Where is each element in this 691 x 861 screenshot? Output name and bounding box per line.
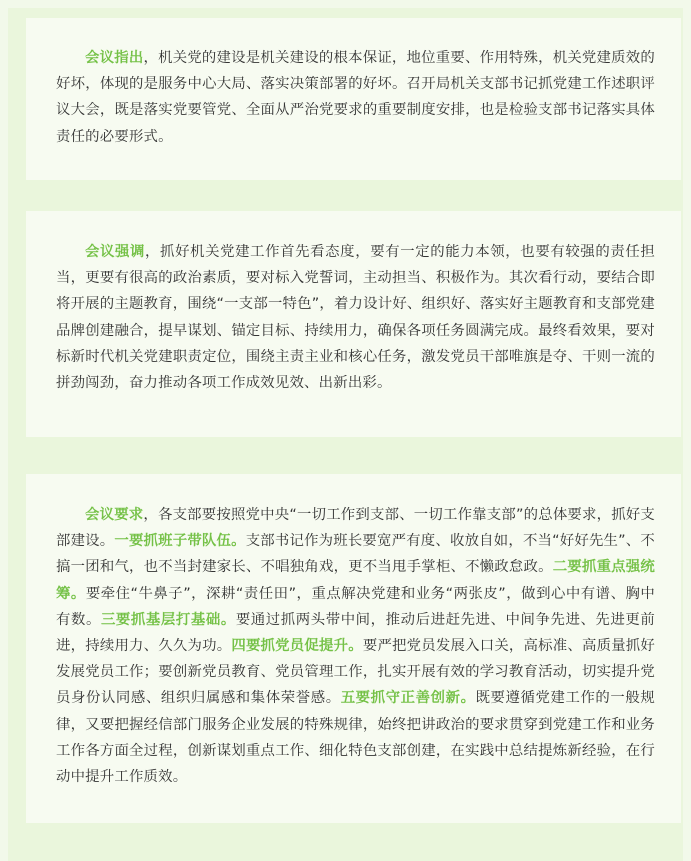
point-title-1: 一要抓班子带队伍。 [114,533,246,550]
point-text-1: 支部书记作为班长要宽严有度、收放自如，不当“好好先生”、不搞一团和气，也不当封建家长、不唱独角戏，更不当甩手掌柜、不懒政怠政。 [56,533,655,576]
page-background [8,8,683,861]
section-heading: 会议强调 [85,244,146,260]
paragraph-text: ，抓好机关党建工作首先看态度，要有一定的能力本领，也要有较强的责任担当，更要有很高的政治素质，要对标入党誓词，主动担当、积极作为。其次看行动，要结合即将开展的主题教育，围绕“一支部一特色”，着力设计好、组织好、落实好主题教育和支部党建品牌创建融合，提早谋划、锚定目标、持续用力，确保各项任务圆满完成。最终看效果，要对标新时代机关党建职责定位，围绕主责主业和核心任务，激发党员干部唯旗是夺、干则一流的拼劲闯劲，奋力推动各项工作成效见效、出新出彩。 [56,244,655,392]
section-heading: 会议指出 [85,50,144,66]
section-meeting-pointed-out [26,18,681,180]
point-title-2: 二要抓重点强统筹。 [56,559,655,602]
section-heading: 会议要求 [85,507,144,523]
section-meeting-emphasized [26,211,681,437]
point-title-5: 五要抓守正善创新。 [340,690,476,707]
section-meeting-required [26,474,681,823]
paragraph [56,502,655,790]
paragraph [56,239,655,396]
point-text-5: 既要遵循党建工作的一般规律，又要把握经信部门服务企业发展的特殊规律，始终把讲政治的要求贯穿到党建工作和业务工作各方面全过程，创新谋划重点工作、细化特色支部创建，在实践中总结提炼新经验，在行动中提升工作质效。 [56,690,655,786]
point-title-3: 三要抓基层打基础。 [100,611,236,628]
paragraph-text: ，机关党的建设是机关建设的根本保证，地位重要、作用特殊，机关党建质效的好坏，体现的是服务中心大局、落实决策部署的好坏。召开局机关支部书记抓党建工作述职评议大会，既是落实党要管党、全面从严治党要求的重要制度安排，也是检验支部书记落实具体责任的必要形式。 [56,50,655,145]
paragraph [56,45,655,150]
point-title-4: 四要抓党员促提升。 [231,638,363,655]
paragraph-intro: ，各支部要按照党中央“一切工作到支部、一切工作靠支部”的总体要求，抓好支部建设。 [56,507,655,550]
point-text-4: 要严把党员发展入口关，高标准、高质量抓好发展党员工作；要创新党员教育、党员管理工作，扎实开展有效的学习教育活动，切实提升党员身份认同感、组织归属感和集体荣誉感。 [56,638,655,707]
point-text-3: 要通过抓两头带中间，推动后进赶先进、中间争先进、先进更前进，持续用力、久久为功。 [56,611,655,655]
point-text-2: 要牵住“牛鼻子”，深耕“责任田”，重点解决党建和业务“两张皮”，做到心中有谱、胸中有数。 [56,585,655,628]
